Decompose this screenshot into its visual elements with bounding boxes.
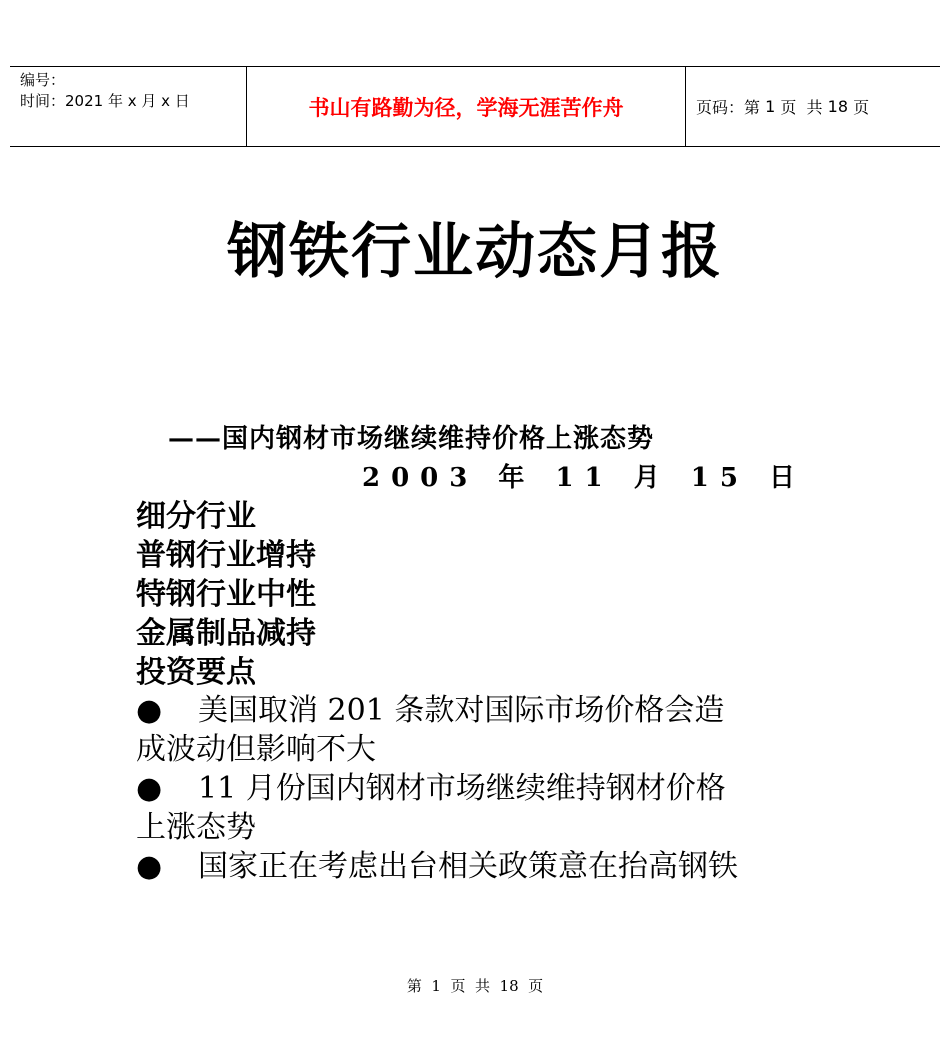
investment-points-list	[136, 691, 836, 886]
header-info-cell	[10, 67, 246, 146]
bullet-icon: ●	[136, 771, 163, 806]
bullet-text: 美国取消 201 条款对国际市场价格会造	[198, 693, 725, 728]
header-motto: 书山有路勤为径，学海无涯苦作舟	[308, 95, 624, 120]
document-time-label: 时间：2021 年 x 月 x 日	[20, 92, 190, 110]
list-item	[136, 847, 836, 886]
label-ordinary-steel: 普钢行业增持	[136, 538, 316, 573]
page-code-middle: 页 共	[775, 98, 828, 117]
section-labels	[136, 497, 316, 692]
bullet-icon: ●	[136, 849, 163, 884]
document-date: 2003 年 11 月 15 日	[362, 463, 806, 493]
document-number-label: 编号：	[20, 71, 66, 89]
page-code-suffix: 页	[848, 98, 870, 117]
header-motto-cell	[246, 67, 686, 146]
bullet-text: 11 月份国内钢材市场继续维持钢材价格	[198, 771, 726, 806]
bullet-text-continued: 上涨态势	[136, 810, 256, 845]
label-special-steel: 特钢行业中性	[136, 577, 316, 612]
page-header	[10, 66, 940, 147]
header-page-code-cell	[686, 67, 940, 146]
label-metal-products: 金属制品减持	[136, 616, 316, 651]
page-code-total: 18	[827, 97, 848, 116]
document-title: 钢铁行业动态月报	[227, 217, 723, 287]
label-investment-points: 投资要点	[136, 655, 256, 690]
list-item	[136, 691, 836, 769]
label-subsector: 细分行业	[136, 499, 256, 534]
page-code-current: 1	[765, 97, 776, 116]
page-code-prefix: 页码：第	[696, 98, 766, 117]
page-footer: 第 1 页 共 18 页	[406, 977, 544, 995]
bullet-text: 国家正在考虑出台相关政策意在抬高钢铁	[198, 849, 738, 884]
document-subtitle: ——国内钢材市场继续维持价格上涨态势	[168, 424, 655, 454]
bullet-text-continued: 成波动但影响不大	[136, 732, 376, 767]
bullet-icon: ●	[136, 693, 163, 728]
list-item	[136, 769, 836, 847]
